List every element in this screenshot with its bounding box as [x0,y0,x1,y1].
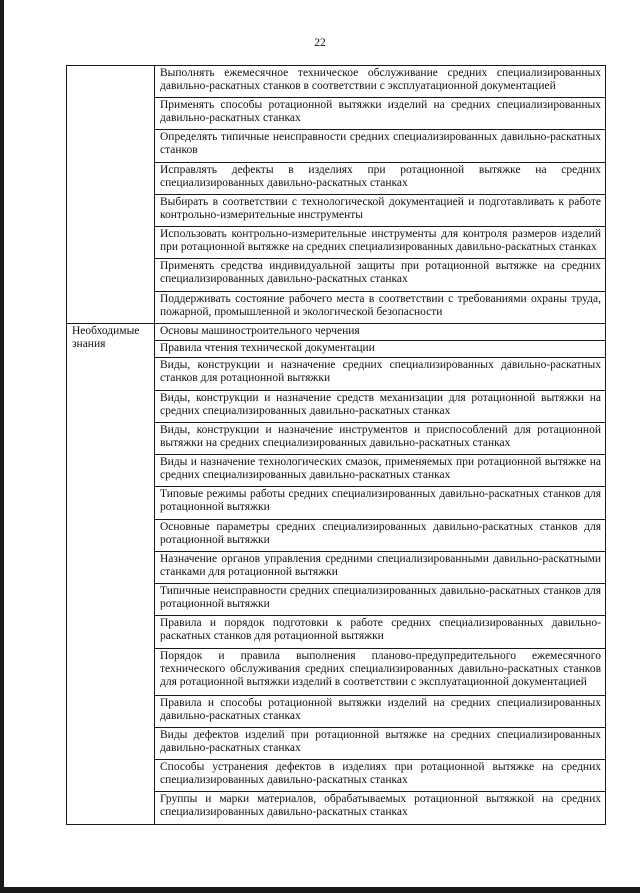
knowledge-item: Способы устранения дефектов в изделиях при ротационной вытяжке на средних специализированных давильно-раскатных станках [155,760,606,792]
scan-bottom-edge [0,887,640,893]
knowledge-item: Группы и марки материалов, обрабатываемых ротационной вытяжкой на средних специализированных давильно-раскатных станках [155,792,606,825]
skill-item: Применять средства индивидуальной защиты при ротационной вытяжке на средних специализированных давильно-раскатных станках [155,259,606,291]
knowledge-item: Основы машиностроительного черчения [155,323,606,340]
requirements-table [66,65,606,825]
knowledge-item: Порядок и правила выполнения планово-предупредительного ежемесячного технического обслуживания средних специализированных давильно-раскатных станков для ротационной вытяжки изделий в соответствии с эксплуатационной документацией [155,648,606,695]
knowledge-item: Типовые режимы работы средних специализированных давильно-раскатных станков для ротационной вытяжки [155,487,606,519]
knowledge-item: Правила и порядок подготовки к работе средних специализированных давильно-раскатных станков для ротационной вытяжки [155,616,606,648]
knowledge-item: Виды, конструкции и назначение средств механизации для ротационной вытяжки на средних специализированных давильно-раскатных станках [155,390,606,422]
skill-item: Выбирать в соответствии с технологической документацией и подготавливать к работе контрольно-измерительные инструменты [155,194,606,226]
knowledge-item: Правила чтения технической документации [155,341,606,358]
skill-item: Использовать контрольно-измерительные инструменты для контроля размеров изделий при ротационной вытяжке на средних специализированных давильно-раскатных станках [155,227,606,259]
knowledge-item: Типичные неисправности средних специализированных давильно-раскатных станков для ротационной вытяжки [155,584,606,616]
section-label-cell-empty [67,66,155,324]
knowledge-item: Основные параметры средних специализированных давильно-раскатных станков для ротационной вытяжки [155,519,606,551]
knowledge-item: Виды, конструкции и назначение средних специализированных давильно-раскатных станков для ротационной вытяжки [155,358,606,390]
table-row [67,323,606,340]
knowledge-item: Назначение органов управления средними специализированными давильно-раскатными станками для ротационной вытяжки [155,551,606,583]
knowledge-item: Виды и назначение технологических смазок, применяемых при ротационной вытяжке на средних специализированных давильно-раскатных станках [155,455,606,487]
knowledge-item: Правила и способы ротационной вытяжки изделий на средних специализированных давильно-раскатных станках [155,695,606,727]
skill-item: Выполнять ежемесячное техническое обслуживание средних специализированных давильно-раскатных станков в соответствии с эксплуатационной документацией [155,66,606,98]
scan-left-edge [0,0,4,893]
skill-item: Поддерживать состояние рабочего места в соответствии с требованиями охраны труда, пожарной, промышленной и экологической безопасности [155,291,606,323]
skill-item: Применять способы ротационной вытяжки изделий на средних специализированных давильно-раскатных станках [155,98,606,130]
skill-item: Исправлять дефекты в изделиях при ротационной вытяжке на средних специализированных давильно-раскатных станках [155,162,606,194]
requirements-table-body [67,66,606,825]
knowledge-item: Виды, конструкции и назначение инструментов и приспособлений для ротационной вытяжки на средних специализированных давильно-раскатных станках [155,422,606,454]
section-label-required-knowledge: Необходимые знания [67,323,155,824]
skill-item: Определять типичные неисправности средних специализированных давильно-раскатных станков [155,130,606,162]
page-number: 22 [314,37,326,49]
table-row [67,66,606,98]
knowledge-item: Виды дефектов изделий при ротационной вытяжке на средних специализированных давильно-раскатных станках [155,727,606,759]
